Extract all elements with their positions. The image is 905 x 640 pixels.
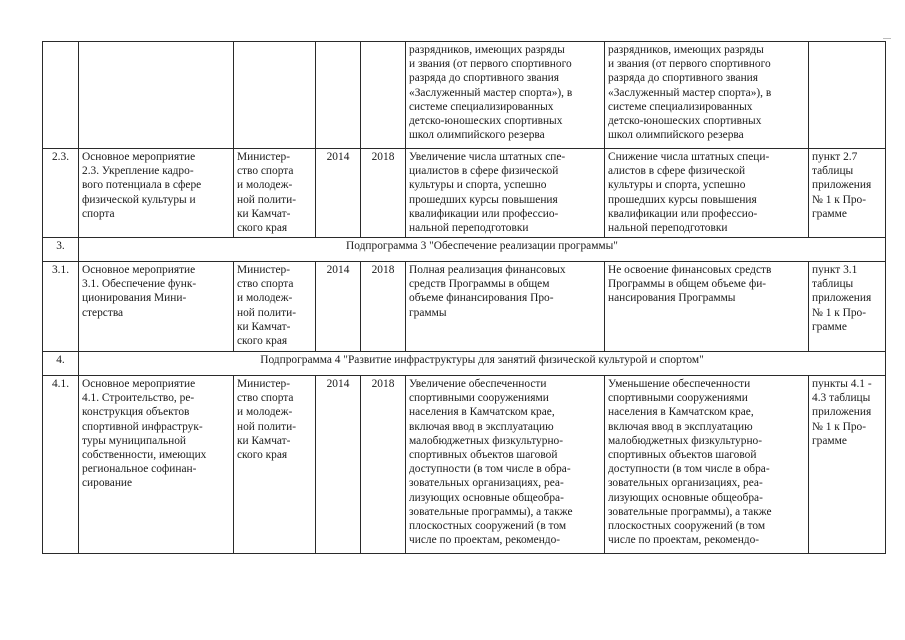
end-year-cell xyxy=(361,149,406,238)
executor-name: Министер- ство спорта и молодеж- ной полити- ки Камчат- ского края xyxy=(237,378,297,462)
indicator-link: пункты 4.1 - 4.3 таблицы приложения № 1 к Про- грамме xyxy=(812,378,872,447)
table-row xyxy=(43,42,886,149)
expected-result-cell xyxy=(406,149,605,238)
start-year-cell xyxy=(316,376,361,554)
expected-result-cell xyxy=(406,376,605,554)
table-row xyxy=(43,262,886,352)
end-year-cell xyxy=(361,262,406,352)
row-number-cell xyxy=(43,352,79,376)
subprogram-title-cell xyxy=(79,352,886,376)
row-number-cell xyxy=(43,238,79,262)
executor-cell xyxy=(234,262,316,352)
table-row xyxy=(43,149,886,238)
end-year: 2018 xyxy=(371,151,395,163)
consequence-cell xyxy=(605,376,809,554)
measure-name-cell xyxy=(79,376,234,554)
executor-name: Министер- ство спорта и молодеж- ной полити- ки Камчат- ского края xyxy=(237,151,297,235)
row-number: 4. xyxy=(56,354,65,366)
expected-result-cell xyxy=(406,42,605,149)
start-year: 2014 xyxy=(326,378,350,390)
start-year-cell xyxy=(316,149,361,238)
consequence-text: разрядников, имеющих разряды и звания (от первого спортивного разряда до спортивного звания «Заслуженный мастер спорта»), в системе специализированных детско-юношеских спортивных школ олимпийского резерва xyxy=(608,44,772,142)
subprogram-title: Подпрограмма 4 "Развитие инфраструктуры для занятий физической культурой и спортом" xyxy=(260,354,704,366)
consequence-cell xyxy=(605,262,809,352)
indicator-link: пункт 3.1 таблицы приложения № 1 к Про- грамме xyxy=(812,264,872,333)
expected-result-cell xyxy=(406,262,605,352)
subprogram-row xyxy=(43,352,886,376)
indicator-link-cell xyxy=(809,149,886,238)
start-year-cell xyxy=(316,262,361,352)
end-year-cell xyxy=(361,42,406,149)
start-year: 2014 xyxy=(326,264,350,276)
consequence-cell xyxy=(605,42,809,149)
expected-result-text: Увеличение обеспеченности спортивными сооружениями населения в Камчатском крае, включая ввод в эксплуатацию малобюджетных физкультурно- спортивных объектов шаговой доступности (в том числе в обра- зовательных организациях, реа- лизующих основные общеобра- зовательные программы), а также плоскостных сооружений (в том числе по проектам, рекомендо- xyxy=(409,378,573,547)
executor-cell xyxy=(234,42,316,149)
row-number: 4.1. xyxy=(51,378,70,390)
expected-result-text: Полная реализация финансовых средств Программы в общем объеме финансирования Про- граммы xyxy=(409,264,566,319)
consequence-text: Снижение числа штатных специ- алистов в сфере физической культуры и спорта, успешно прошедших курсы повышения квалификации или профессио- нальной переподготовки xyxy=(608,151,770,235)
row-number-cell xyxy=(43,376,79,554)
measure-name-cell xyxy=(79,42,234,149)
subprogram-row xyxy=(43,238,886,262)
indicator-link-cell xyxy=(809,262,886,352)
measure-name-cell xyxy=(79,262,234,352)
indicator-link-cell xyxy=(809,42,886,149)
start-year: 2014 xyxy=(326,151,350,163)
measure-name-cell xyxy=(79,149,234,238)
row-number-cell xyxy=(43,42,79,149)
end-year: 2018 xyxy=(371,378,395,390)
row-number-cell xyxy=(43,262,79,352)
end-year-cell xyxy=(361,376,406,554)
start-year-cell xyxy=(316,42,361,149)
indicator-link-cell xyxy=(809,376,886,554)
expected-result-text: разрядников, имеющих разряды и звания (от первого спортивного разряда до спортивного звания «Заслуженный мастер спорта»), в системе специализированных детско-юношеских спортивных школ олимпийского резерва xyxy=(409,44,573,142)
row-number: 3.1. xyxy=(51,264,70,276)
subprogram-title: Подпрограмма 3 "Обеспечение реализации программы" xyxy=(346,240,618,252)
consequence-text: Не освоение финансовых средств Программы в общем объеме фи- нансирования Программы xyxy=(608,264,772,305)
table-row xyxy=(43,376,886,554)
executor-name: Министер- ство спорта и молодеж- ной полити- ки Камчат- ского края xyxy=(237,264,297,348)
end-year: 2018 xyxy=(371,264,395,276)
subprogram-title-cell xyxy=(79,238,886,262)
program-measures-table xyxy=(42,41,886,554)
executor-cell xyxy=(234,149,316,238)
indicator-link: пункт 2.7 таблицы приложения № 1 к Про- грамме xyxy=(812,151,872,220)
consequence-text: Уменьшение обеспеченности спортивными сооружениями населения в Камчатском крае, включая ввод в эксплуатацию малобюджетных физкультурно- спортивных объектов шаговой доступности (в том числе в обра- зовательных организациях, реа- лизующих основные общеобра- зовательные программы), а также плоскостных сооружений (в том числе по проектам, рекомендо- xyxy=(608,378,772,547)
measure-name: Основное мероприятие 3.1. Обеспечение функ- ционирования Мини- стерства xyxy=(82,264,197,319)
measure-name: Основное мероприятие 2.3. Укрепление кадро- вого потенциала в сфере физической культуры и спорта xyxy=(82,151,202,220)
row-number: 3. xyxy=(56,240,65,252)
scan-artifact xyxy=(883,38,891,39)
measure-name: Основное мероприятие 4.1. Строительство, ре- конструкция объектов спортивной инфраструк- туры муниципальной собственности, имеющих региональное софинан- сирование xyxy=(82,378,207,490)
row-number: 2.3. xyxy=(51,151,70,163)
row-number-cell xyxy=(43,149,79,238)
executor-cell xyxy=(234,376,316,554)
consequence-cell xyxy=(605,149,809,238)
expected-result-text: Увеличение числа штатных спе- циалистов в сфере физической культуры и спорта, успешно прошедших курсы повышения квалификации или профессио- нальной переподготовки xyxy=(409,151,566,235)
